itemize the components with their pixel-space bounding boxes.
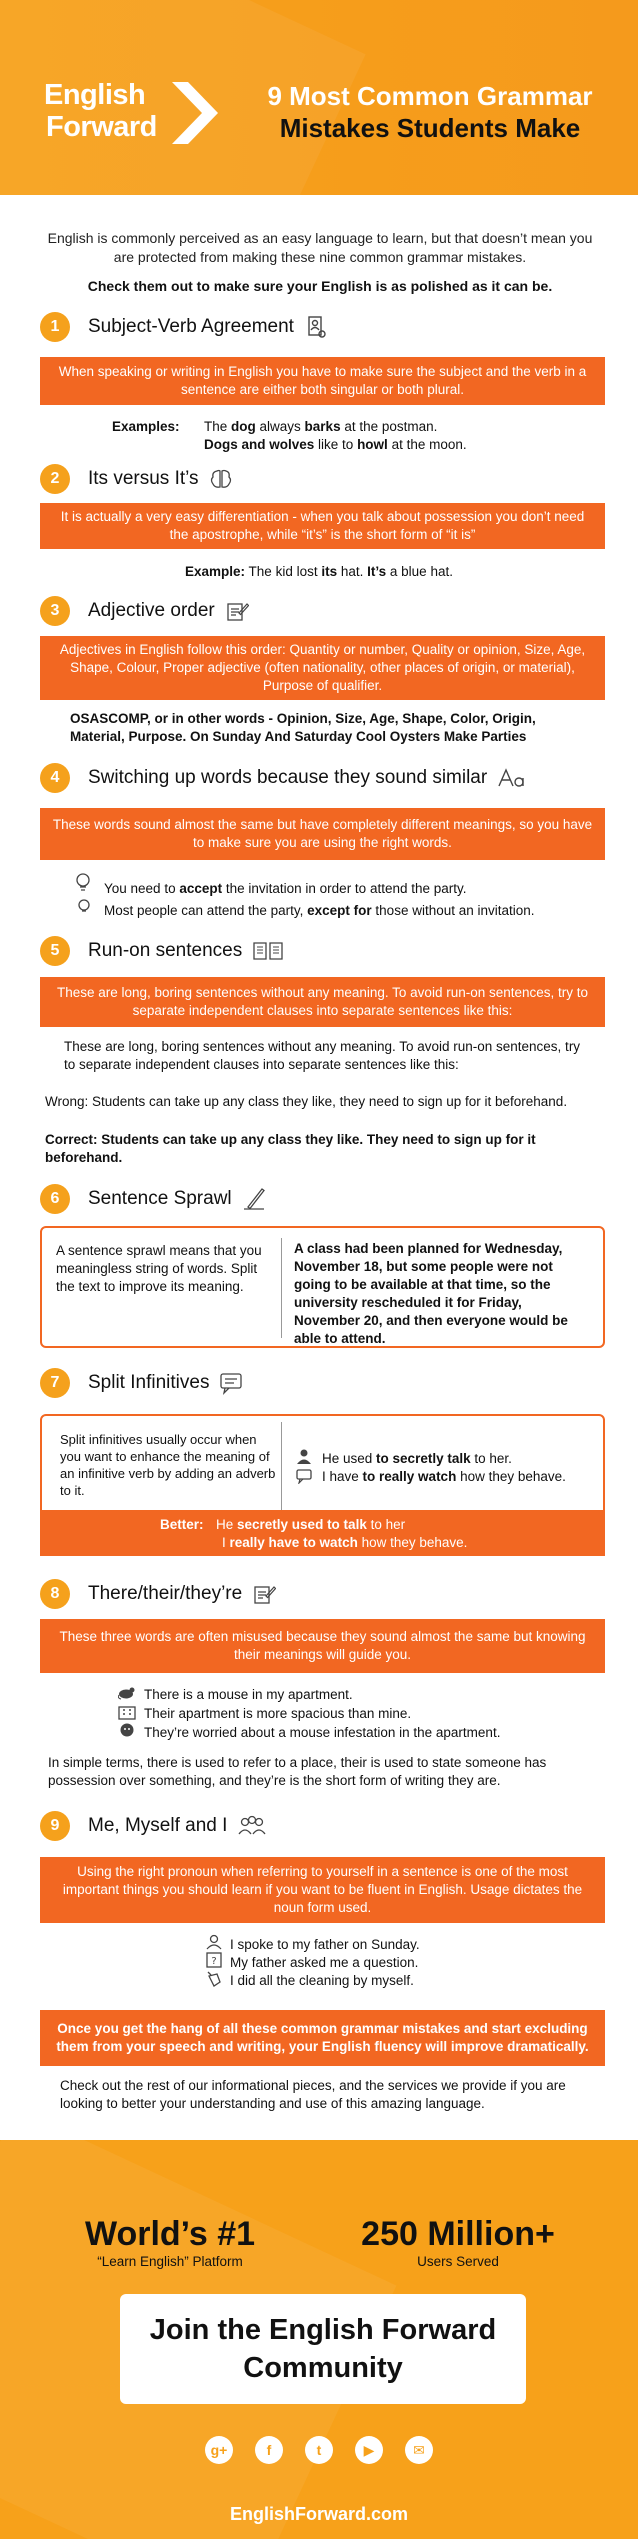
google-plus-icon[interactable]: g+ [205,2436,233,2464]
number-badge: 9 [40,1811,70,1841]
person-icon [296,1448,312,1464]
section-4-explanation: These words sound almost the same but have completely different meanings, so you have to make sure you are using the right words. [40,808,605,860]
number-badge: 5 [40,936,70,966]
website-link[interactable]: EnglishForward.com [229,2504,409,2524]
building-icon [118,1704,136,1720]
stat-platform: World’s #1 “Learn English” Platform [84,2215,256,2269]
split-example-1: He used to secretly talk to her. [322,1451,512,1466]
speech-icon [296,1468,312,1484]
section-1-heading [40,310,328,344]
closing-text: Check out the rest of our informational pieces, and the services we provide if you are looking to better your understanding and use of this amazing language. [60,2078,566,2111]
divider [281,1238,282,1338]
me-example: My father asked me a question. [230,1955,419,1970]
youtube-icon[interactable]: ▶ [355,2436,383,2464]
join-community-button[interactable]: Join the English Forward Community [120,2294,526,2404]
example-2: Dogs and wolves like to howl at the moon. [204,437,467,452]
bulb-icon [74,872,92,894]
number-badge: 6 [40,1184,70,1214]
mouse-icon [118,1686,136,1700]
sprawl-definition: A sentence sprawl means that you meaningless string of words. Split the text to improve its meaning. [56,1243,262,1294]
examples-label: Examples: [112,419,180,434]
section-8-explanation: These three words are often misused because they sound almost the same but knowing their meanings will guide you. [40,1619,605,1673]
i-example: I spoke to my father on Sunday. [230,1937,420,1952]
theyre-example: They’re worried about a mouse infestation in the apartment. [144,1725,501,1740]
section-3-explanation: Adjectives in English follow this order: Quantity or number, Quality or opinion, Size, Age, Shape, Colour, Proper adjective (often nationality, other places of origin, or material), Purpose of qualifier. [40,636,605,700]
correct-example: Correct: Students can take up any class they like. They need to sign up for it beforehand. [45,1132,536,1165]
section-2-heading [40,462,233,496]
number-badge: 1 [40,312,70,342]
better-example-1: He secretly used to talk to her [216,1517,406,1532]
section-title: Sentence Sprawl [88,1188,232,1209]
logo-line-2: Forward [46,111,157,143]
help-icon [206,1952,222,1968]
twitter-icon[interactable]: t [305,2436,333,2464]
brain-icon [209,467,233,491]
chat-icon [219,1371,243,1395]
facebook-icon[interactable]: f [255,2436,283,2464]
section-8-heading [40,1577,276,1611]
section-4-heading [40,761,527,795]
page-title: 9 Most Common Grammar Mistakes Students Make [267,81,593,143]
split-example-2: I have to really watch how they behave. [322,1469,566,1484]
header-banner [0,0,638,195]
section-1-explanation: When speaking or writing in English you have to make sure the subject and the verb in a sentence are either both singular or both plural. [40,357,605,405]
section-title: Adjective order [88,600,215,621]
section-title: Subject-Verb Agreement [88,316,294,337]
better-label: Better: [160,1517,204,1532]
number-badge: 4 [40,763,70,793]
worried-face-icon [120,1722,134,1738]
section-9-explanation: Using the right pronoun when referring to yourself in a sentence is one of the most important things you should learn if you want to be fluent in English. Usage dictates the noun form used. [40,1857,605,1923]
example-1: The dog always barks at the postman. [204,419,438,434]
font-aa-icon [497,766,527,790]
section-title: Its versus It’s [88,468,199,489]
section-title: Switching up words because they sound similar [88,767,488,788]
logo-line-1: English [44,79,146,111]
number-badge: 7 [40,1368,70,1398]
english-forward-logo[interactable] [44,80,234,142]
split-definition: Split infinitives usually occur when you want to enhance the meaning of an infinitive verb by adding an adverb to it. [60,1432,276,1498]
example: Example: The kid lost its hat. It’s a blue hat. [185,564,453,579]
sprawl-example: A class had been planned for Wednesday, November 18, but some people were not going to be available at that time, so the university rescheduled it for Friday, November 20, and then everyone would be able to attend. [294,1241,568,1346]
number-badge: 2 [40,464,70,494]
section-title: Run-on sentences [88,940,243,961]
their-example: Their apartment is more spacious than mine. [144,1706,412,1721]
section-title: Me, Myself and I [88,1815,228,1836]
edit-note-icon [225,599,249,623]
number-badge: 8 [40,1579,70,1609]
arrow-icon [172,82,220,144]
there-example: There is a mouse in my apartment. [144,1687,353,1702]
svg-text:?: ? [211,1956,217,1967]
section-5-explanation: These are long, boring sentences without any meaning. To avoid run-on sentences, try to separate independent clauses into separate sentences like this: [40,977,605,1027]
section-5-heading [40,934,284,968]
osascomp-mnemonic: OSASCOMP, or in other words - Opinion, Size, Age, Shape, Color, Origin, Material, Purpose. On Sunday And Saturday Cool Oysters Make Parties [70,711,536,744]
section-title: Split Infinitives [88,1372,210,1393]
section-3-heading [40,594,249,628]
bulb-icon [76,898,92,914]
intro-bold: Check them out to make sure your English is as polished as it can be. [87,278,553,294]
email-icon[interactable]: ✉ [405,2436,433,2464]
document-person-icon [304,315,328,339]
there-their-summary: In simple terms, there is used to refer to a place, their is used to state someone has possession over something, and they’re is the short form of writing they are. [48,1755,547,1788]
edit-note-icon [252,1582,276,1606]
closing-callout: Once you get the hang of all these common grammar mistakes and start excluding them from your speech and writing, your English fluency will improve dramatically. [40,2010,605,2066]
section-9-heading [40,1809,267,1843]
wrong-example: Wrong: Students can take up any class they like, they need to sign up for it beforehand. [45,1094,568,1109]
pen-icon [242,1187,266,1211]
example-accept: You need to accept the invitation in order to attend the party. [104,881,467,896]
section-title: There/their/they’re [88,1583,243,1604]
cleaning-hand-icon [206,1970,222,1988]
better-example-2: I really have to watch how they behave. [222,1535,468,1550]
section-2-explanation: It is actually a very easy differentiation - when you talk about possession you don’t need the apostrophe, while “it’s” is the short form of “it is” [40,503,605,549]
user-icon [206,1934,222,1950]
group-icon [237,1814,267,1838]
example-except: Most people can attend the party, except for those without an invitation. [104,903,535,918]
stat-users: 250 Million+ Users Served [361,2215,555,2269]
plain-text: These are long, boring sentences without any meaning. To avoid run-on sentences, try to separate independent clauses into separate sentences like this: [64,1039,581,1072]
intro-text: English is commonly perceived as an easy language to learn, but that doesn’t mean you are protected from making these nine common grammar mistakes. [47,230,593,265]
myself-example: I did all the cleaning by myself. [230,1973,414,1988]
section-6-heading [40,1182,266,1216]
divider [281,1422,282,1510]
open-book-icon [252,939,284,963]
number-badge: 3 [40,596,70,626]
section-7-heading [40,1366,243,1400]
footer [0,2140,638,2539]
